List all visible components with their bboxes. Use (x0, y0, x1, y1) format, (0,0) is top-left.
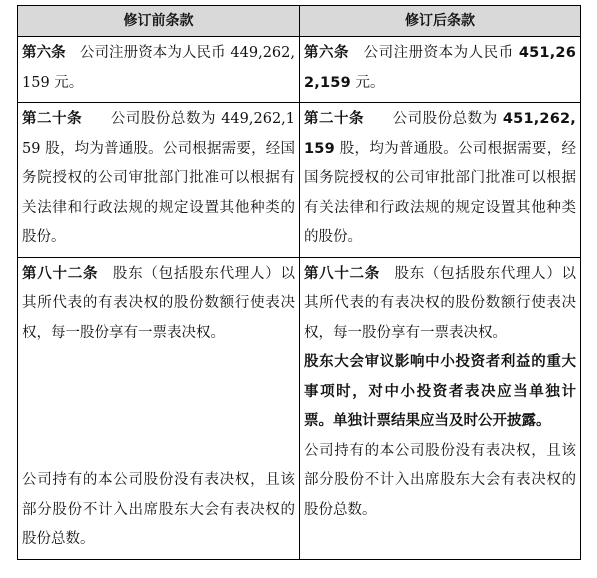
spacer (22, 348, 295, 466)
article-text: 公司股份总数为 449,262,159 股，均为普通股。公司根据需要，经国务院授权的公司审批部门批准可以根据有关法律和行政法规的规定设置其他种类的股份。 (22, 111, 296, 245)
comparison-table (17, 5, 581, 560)
table-header-row (18, 6, 581, 37)
article-text: 公司注册资本为人民币 449,262,159 元。 (22, 45, 295, 91)
article-paragraph-2: 公司持有的本公司股份没有表决权，且该部分股份不计入出席股东大会有表决权的股份总数。 (22, 472, 295, 547)
article-text: 股东（包括股东代理人）以其所代表的有表决权的股份数额行使表决权，每一股份享有一票表决权。 (22, 265, 296, 341)
article-text-suffix: 元。 (350, 74, 385, 91)
article-6-after (300, 37, 581, 103)
article-label: 第二十条 (304, 111, 365, 127)
header-after: 修订后条款 (300, 6, 581, 37)
article-label: 第六条 (22, 45, 66, 61)
table-row (18, 257, 581, 559)
amended-number: 451,262,159 (304, 45, 576, 91)
article-text-prefix: 公司股份总数为 (392, 111, 503, 127)
article-20-after (300, 103, 581, 258)
article-82-after (300, 257, 581, 559)
article-paragraph (304, 260, 576, 349)
article-label: 第八十二条 (304, 265, 380, 282)
article-text-prefix: 公司注册资本为人民币 (363, 45, 519, 61)
amendment-comparison (17, 5, 580, 560)
amended-number: 451,262,159 (304, 111, 577, 157)
article-label: 第八十二条 (22, 265, 99, 282)
article-paragraph (22, 260, 295, 349)
article-20-before (18, 103, 300, 258)
table-row (18, 103, 581, 258)
header-before: 修订前条款 (18, 6, 300, 37)
article-text-suffix: 股，均为普通股。公司根据需要，经国务院授权的公司审批部门批准可以根据有关法律和行政法规的规定设置其他种类的股份。 (304, 140, 576, 245)
article-text: 股东（包括股东代理人）以其所代表的有表决权的股份数额行使表决权，每一股份享有一票表决权。 (304, 265, 577, 341)
article-82-before (18, 257, 300, 559)
article-6-before (18, 37, 300, 103)
added-paragraph: 股东大会审议影响中小投资者利益的重大事项时，对中小投资者表决应当单独计票。单独计票结果应当及时公开披露。 (304, 354, 576, 429)
table-row (18, 37, 581, 103)
article-paragraph-2: 公司持有的本公司股份没有表决权，且该部分股份不计入出席股东大会有表决权的股份总数。 (304, 442, 576, 518)
article-label: 第六条 (304, 45, 350, 61)
article-label: 第二十条 (22, 111, 83, 127)
